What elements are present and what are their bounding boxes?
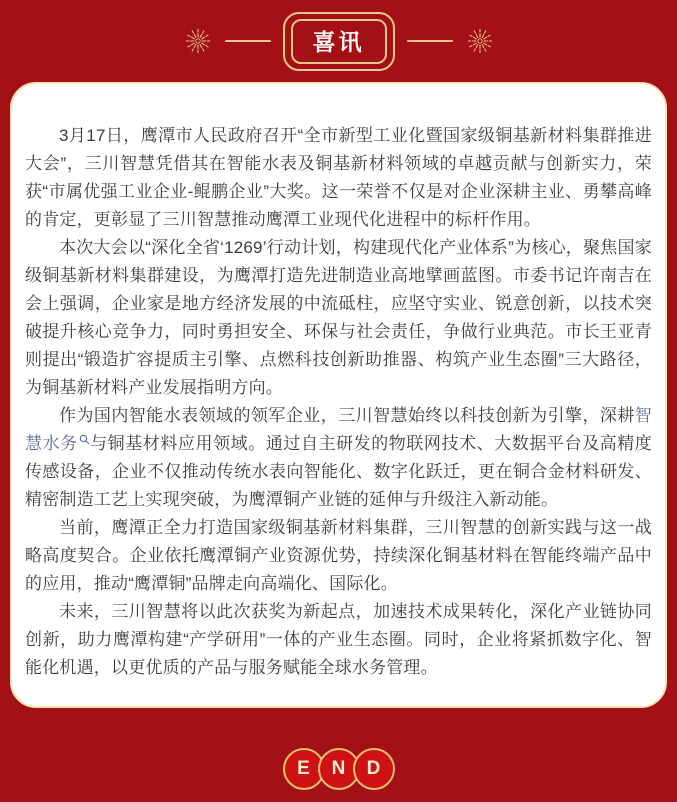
- good-news-badge: [283, 12, 395, 71]
- divider-line: [407, 40, 453, 42]
- article-body: [25, 122, 652, 682]
- keyword-link[interactable]: 智慧水务: [25, 406, 652, 453]
- paragraph: [25, 234, 652, 402]
- search-icon: [79, 434, 90, 445]
- paragraph-text: 当前，鹰潭正全力打造国家级铜基新材料集群，三川智慧的创新实践与这一战略高度契合。企业依托鹰潭铜产业资源优势，持续深化铜基材料在智能终端产品中的应用，推动“鹰潭铜”品牌走向高端化、国际化。: [25, 518, 652, 593]
- paragraph: [25, 514, 652, 598]
- article-card: [10, 82, 667, 708]
- end-badge: [0, 708, 677, 790]
- end-letter: N: [331, 758, 346, 779]
- good-news-badge-inner: [291, 19, 387, 64]
- end-circle: [353, 748, 395, 790]
- badge-label: 喜讯: [312, 28, 365, 55]
- paragraph-text: 3月17日，鹰潭市人民政府召开“全市新型工业化暨国家级铜基新材料集群推进大会”，三川智慧凭借其在智能水表及铜基新材料领域的卓越贡献与创新实力，荣获“市属优强工业企业-鲲鹏企业”大奖。这一荣誉不仅是对企业深耕主业、勇攀高峰的肯定，更彰显了三川智慧推动鹰潭工业现代化进程中的标杆作用。: [25, 126, 652, 229]
- paragraph-text: 未来，三川智慧将以此次获奖为新起点，加速技术成果转化，深化产业链协同创新，助力鹰潭构建“产学研用”一体的产业生态圈。同时，企业将紧抓数字化、智能化机遇，以更优质的产品与服务赋能全球水务管理。: [25, 602, 652, 677]
- firework-icon: [465, 26, 495, 56]
- paragraph-text: 本次大会以“深化全省‘1269’行动计划，构建现代化产业体系”为核心，聚焦国家级铜基新材料集群建设，为鹰潭打造先进制造业高地擘画蓝图。市委书记许南吉在会上强调，企业家是地方经济发展的中流砥柱，应坚守实业、锐意创新，以技术突破提升核心竞争力，同时勇担安全、环保与社会责任，争做行业典范。市长王亚青则提出“锻造扩容提质主引擎、点燃科技创新助推器、构筑产业生态圈”三大路径，为铜基新材料产业发展指明方向。: [25, 238, 652, 397]
- end-letter: E: [297, 758, 310, 779]
- paragraph: [25, 402, 652, 514]
- end-letter: D: [366, 758, 381, 779]
- header: [0, 0, 677, 82]
- paragraph-text: 与铜基材料应用领域。通过自主研发的物联网技术、大数据平台及高精度传感设备，企业不仅推动传统水表向智能化、数字化跃迁，更在铜合金材料研发、精密制造工艺上实现突破，为鹰潭铜产业链的延伸与升级注入新动能。: [25, 434, 652, 509]
- paragraph-text: 作为国内智能水表领域的领军企业，三川智慧始终以科技创新为引擎，深耕: [59, 406, 635, 425]
- firework-icon: [183, 26, 213, 56]
- paragraph: [25, 122, 652, 234]
- paragraph: [25, 598, 652, 682]
- divider-line: [225, 40, 271, 42]
